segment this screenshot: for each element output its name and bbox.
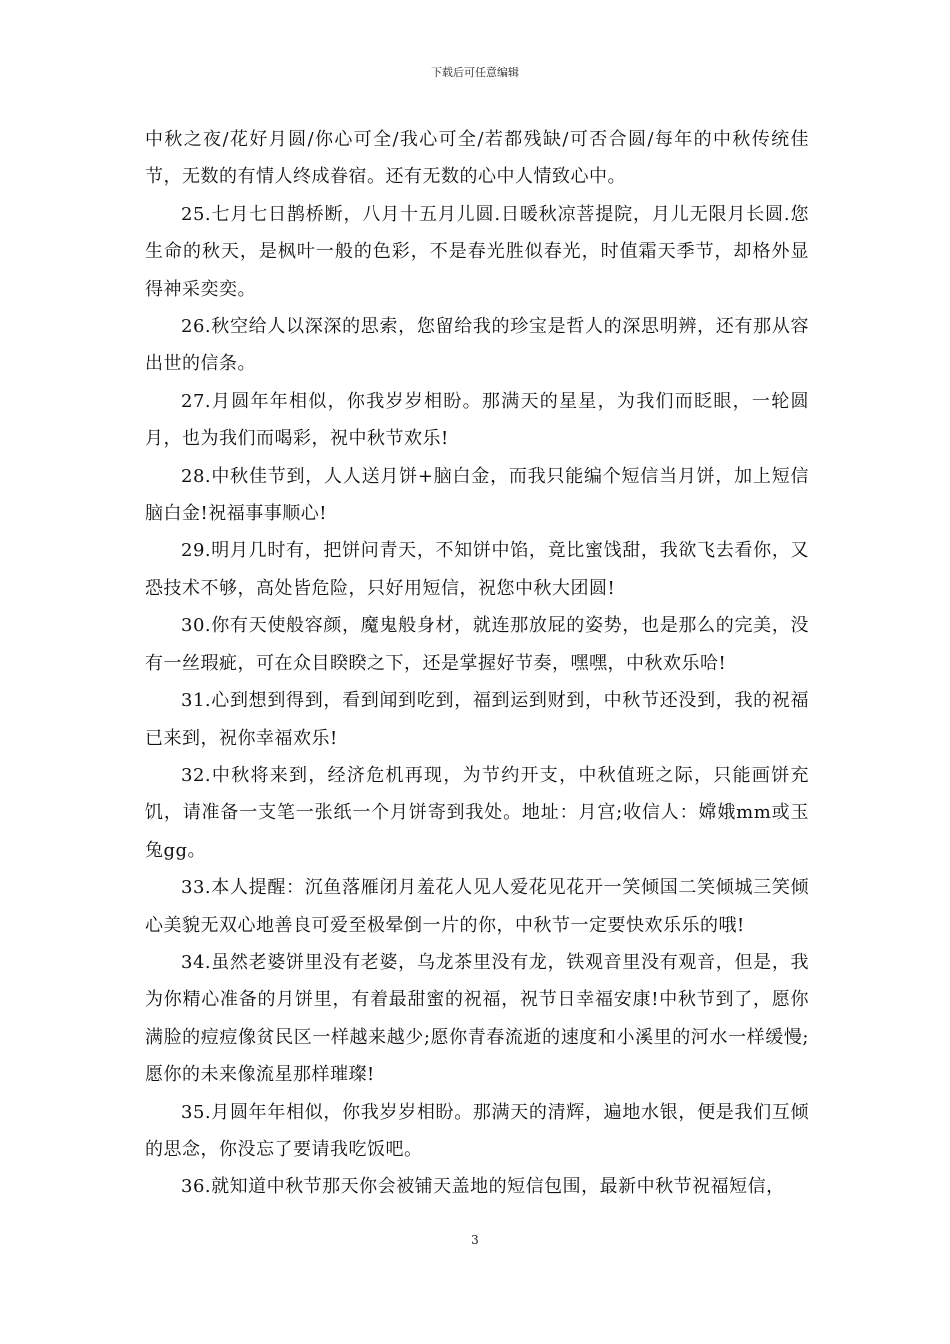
paragraph: 33.本人提醒：沉鱼落雁闭月羞花人见人爱花见花开一笑倾国二笑倾城三笑倾心美貌无双心地善良可爱至极晕倒一片的你，中秋节一定要快欢乐乐的哦!: [145, 877, 809, 936]
paragraph: 29.明月几时有，把饼问青天，不知饼中馅，竟比蜜饯甜，我欲飞去看你，又恐技术不够，高处皆危险，只好用短信，祝您中秋大团圆!: [145, 540, 809, 599]
paragraph: 34.虽然老婆饼里没有老婆，乌龙茶里没有龙，铁观音里没有观音，但是，我为你精心准备的月饼里，有着最甜蜜的祝福，祝节日幸福安康!中秋节到了，愿你满脸的痘痘像贫民区一样越来越少;愿你青春流逝的速度和小溪里的河水一样缓慢;愿你的未来像流星那样璀璨!: [145, 951, 809, 1086]
paragraph: 25.七月七日鹊桥断，八月十五月儿圆.日暖秋凉菩提院，月儿无限月长圆.您生命的秋天，是枫叶一般的色彩，不是春光胜似春光，时值霜天季节，却格外显得神采奕奕。: [145, 203, 809, 300]
paragraph: 中秋之夜/花好月圆/你心可全/我心可全/若都残缺/可否合圆/每年的中秋传统佳节，无数的有情人终成眷宿。还有无数的心中人情致心中。: [145, 129, 809, 188]
paragraph: 35.月圆年年相似，你我岁岁相盼。那满天的清辉，遍地水银，便是我们互倾的思念，你没忘了要请我吃饭吧。: [145, 1101, 809, 1160]
paragraph: 32.中秋将来到，经济危机再现，为节约开支，中秋值班之际，只能画饼充饥，请准备一支笔一张纸一个月饼寄到我处。地址：月宫;收信人：嫦娥mm或玉兔gg。: [145, 764, 809, 861]
page-header: 下载后可任意编辑: [431, 66, 519, 79]
paragraph: 36.就知道中秋节那天你会被铺天盖地的短信包围，最新中秋节祝福短信，: [181, 1176, 785, 1198]
paragraph: 30.你有天使般容颜，魔鬼般身材，就连那放屁的姿势，也是那么的完美，没有一丝瑕疵，可在众目睽睽之下，还是掌握好节奏，嘿嘿，中秋欢乐哈!: [145, 615, 809, 674]
paragraph: 27.月圆年年相似，你我岁岁相盼。那满天的星星，为我们而眨眼，一轮圆月，也为我们而喝彩，祝中秋节欢乐!: [145, 390, 809, 450]
page-number: 3: [471, 1233, 479, 1247]
paragraph: 28.中秋佳节到，人人送月饼+脑白金，而我只能编个短信当月饼，加上短信脑白金!祝福事事顺心!: [145, 465, 809, 525]
document-body: [145, 121, 809, 1206]
paragraph: 26.秋空给人以深深的思索，您留给我的珍宝是哲人的深思明辨，还有那从容出世的信条。: [145, 316, 809, 375]
paragraph: 31.心到想到得到，看到闻到吃到，福到运到财到，中秋节还没到，我的祝福已来到，祝你幸福欢乐!: [145, 690, 809, 749]
